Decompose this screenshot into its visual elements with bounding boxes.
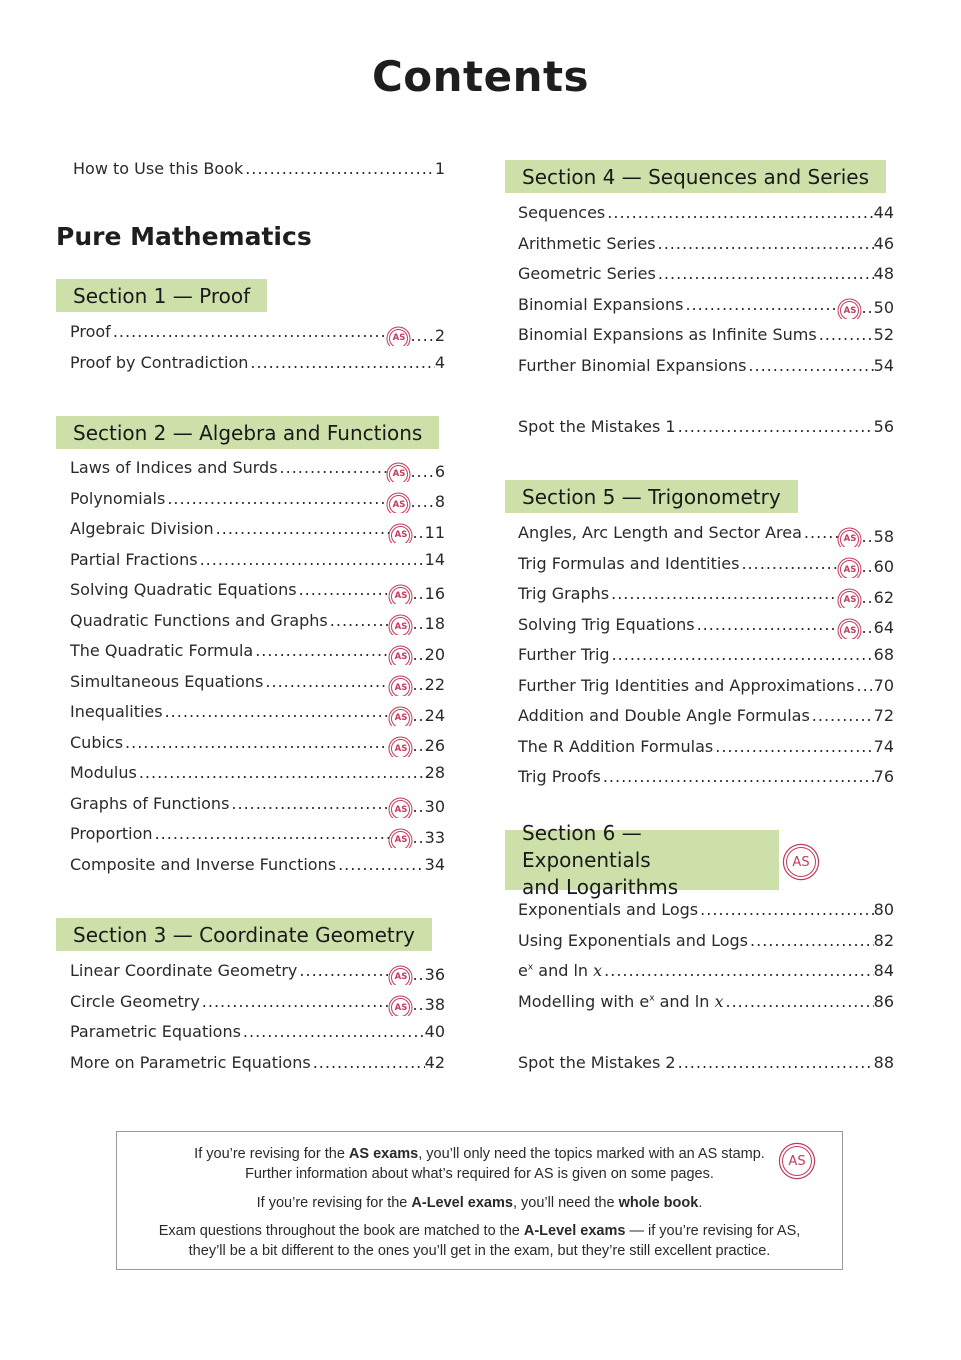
leader-dots xyxy=(715,737,873,756)
toc-entry-page: 62 xyxy=(873,587,894,607)
toc-entry-tail xyxy=(874,234,894,253)
toc-entry[interactable] xyxy=(70,961,445,985)
toc-entry[interactable] xyxy=(70,672,445,696)
info-text: Exam questions throughout the book are matched to the xyxy=(158,1223,524,1239)
leader-dots xyxy=(726,992,874,1011)
toc-entry-tail xyxy=(874,325,894,344)
toc-entry[interactable] xyxy=(70,702,445,726)
leader-dots xyxy=(330,611,391,630)
label-variable: x xyxy=(714,991,724,1011)
toc-entry-tail xyxy=(874,356,894,375)
as-stamp-icon: AS xyxy=(786,847,816,877)
toc-entry-tail xyxy=(390,706,445,725)
toc-entry[interactable] xyxy=(518,554,894,578)
info-text: If you’re revising for the xyxy=(194,1146,349,1162)
label-superscript: x xyxy=(527,962,534,973)
toc-entry-tail xyxy=(874,706,894,725)
toc-entry-label: Partial Fractions xyxy=(70,549,198,569)
toc-entry[interactable] xyxy=(70,1022,445,1046)
toc-entry-tail xyxy=(435,353,445,372)
leader-dots xyxy=(139,763,425,782)
toc-entry-label: How to Use this Book xyxy=(73,159,244,178)
toc-entry-tail xyxy=(388,492,445,511)
toc-entry-page: 34 xyxy=(424,854,445,874)
toc-entry-tail xyxy=(874,645,894,664)
as-stamp-icon: AS xyxy=(840,621,859,638)
as-stamp-icon: AS xyxy=(391,968,410,985)
toc-entry-page: 6 xyxy=(434,461,445,481)
toc-entry[interactable] xyxy=(518,961,894,985)
toc-entry[interactable] xyxy=(518,584,894,608)
toc-entry-tail xyxy=(425,855,445,874)
leader-dots: .... xyxy=(410,325,435,345)
toc-entry[interactable] xyxy=(518,295,894,319)
toc-entry-page: 82 xyxy=(873,930,894,950)
toc-entry[interactable] xyxy=(518,523,894,547)
leader-dots: .. xyxy=(412,827,425,847)
toc-entry-page: 52 xyxy=(873,325,894,344)
toc-entry-label: Spot the Mistakes 1 xyxy=(518,417,676,436)
toc-entry-label: Solving Trig Equations xyxy=(518,614,695,634)
toc-entry-page: 46 xyxy=(873,233,894,253)
leader-dots: .. xyxy=(412,614,425,634)
toc-entry-tail xyxy=(425,763,445,782)
info-text: , you’ll need the xyxy=(512,1195,619,1211)
leader-dots xyxy=(202,992,391,1011)
toc-entry-tail xyxy=(390,614,445,633)
toc-entry-page: 74 xyxy=(873,736,894,756)
leader-dots xyxy=(243,1022,425,1041)
leader-dots: .. xyxy=(861,298,874,318)
toc-entry-page: 56 xyxy=(873,417,894,436)
toc-entry[interactable] xyxy=(70,458,445,482)
leader-dots: .. xyxy=(412,644,425,664)
leader-dots xyxy=(678,1053,874,1072)
toc-entry-how-to-use[interactable] xyxy=(73,159,445,183)
toc-entry[interactable] xyxy=(70,794,445,818)
info-text: Further information about what’s required for AS is given on some pages. xyxy=(245,1166,714,1182)
toc-entry-page: 28 xyxy=(424,763,445,782)
toc-entry-label: Angles, Arc Length and Sector Area xyxy=(518,523,802,542)
toc-entry-tail xyxy=(874,203,894,222)
toc-entry-label: Spot the Mistakes 2 xyxy=(518,1053,676,1072)
toc-entry-label: Further Binomial Expansions xyxy=(518,355,747,375)
toc-entry[interactable] xyxy=(70,580,445,604)
leader-dots xyxy=(216,519,391,538)
toc-entry-label: Binomial Expansions as Infinite Sums xyxy=(518,325,817,344)
toc-entry-page: 44 xyxy=(873,203,894,222)
toc-entry-page: 2 xyxy=(434,325,445,345)
as-stamp-icon: AS xyxy=(389,465,408,482)
leader-dots xyxy=(658,234,874,253)
toc-entry-page: 40 xyxy=(424,1022,445,1041)
toc-entry[interactable] xyxy=(70,641,445,665)
section-6-title-line1: Section 6 — Exponentials xyxy=(522,820,651,872)
section-header-1: Section 1 — Proof xyxy=(56,279,267,312)
toc-entry-page: 18 xyxy=(424,614,445,634)
toc-entry-label: Further Trig Identities and Approximations xyxy=(518,675,855,695)
toc-entry[interactable] xyxy=(518,264,894,288)
toc-entry-tail xyxy=(388,326,445,345)
info-text: — if you’re revising for AS, xyxy=(625,1223,801,1239)
label-variable: x xyxy=(593,961,603,980)
leader-dots xyxy=(165,702,391,721)
leader-dots xyxy=(604,961,873,980)
toc-entry-label: Graphs of Functions xyxy=(70,793,230,813)
info-text: If you’re revising for the xyxy=(256,1195,412,1211)
toc-entry-label: Arithmetic Series xyxy=(518,233,656,253)
toc-entry-page: 86 xyxy=(873,991,894,1011)
toc-entry-label: Further Trig xyxy=(518,645,610,664)
leader-dots xyxy=(338,855,425,874)
info-text-bold: AS exams xyxy=(348,1146,419,1162)
toc-entry-page: 54 xyxy=(873,355,894,375)
toc-entry-tail xyxy=(874,737,894,756)
leader-dots xyxy=(245,159,435,178)
leader-dots: .. xyxy=(861,618,874,638)
as-stamp-icon: AS xyxy=(391,998,410,1015)
leader-dots xyxy=(685,295,839,314)
toc-entry-tail xyxy=(839,527,894,546)
as-stamp-icon: AS xyxy=(391,709,410,726)
toc-entry-page: 20 xyxy=(424,644,445,664)
info-text-bold: A-Level exams xyxy=(411,1195,513,1211)
toc-entry-spot-mistakes[interactable] xyxy=(518,417,894,441)
toc-entry[interactable] xyxy=(518,645,894,669)
info-paragraph-as xyxy=(117,1144,842,1184)
toc-entry-tail xyxy=(390,645,445,664)
as-stamp-icon: AS xyxy=(389,495,408,512)
toc-entry-spot-mistakes[interactable] xyxy=(518,1053,894,1077)
leader-dots: .. xyxy=(412,675,425,695)
leader-dots: .. xyxy=(412,736,425,756)
toc-entry-tail xyxy=(839,588,894,607)
as-stamp-icon: AS xyxy=(391,648,410,665)
info-text-bold: whole book xyxy=(618,1195,699,1211)
toc-entry[interactable] xyxy=(518,931,894,955)
leader-dots xyxy=(678,417,874,436)
leader-dots xyxy=(856,676,873,695)
leader-dots xyxy=(697,615,840,634)
toc-entry[interactable] xyxy=(518,992,894,1016)
toc-entry-tail xyxy=(388,462,445,481)
toc-entry[interactable] xyxy=(518,234,894,258)
toc-entry[interactable] xyxy=(518,737,894,761)
toc-entry-page: 68 xyxy=(873,645,894,664)
toc-entry-label: Cubics xyxy=(70,732,124,752)
toc-entry-label: Proof xyxy=(70,322,111,341)
as-stamp-icon: AS xyxy=(389,329,408,346)
leader-dots: .. xyxy=(412,797,425,817)
toc-entry-page: 33 xyxy=(424,827,445,847)
as-stamp-icon: AS xyxy=(391,678,410,695)
leader-dots: .. xyxy=(861,526,874,546)
toc-entry-tail xyxy=(874,264,894,283)
toc-entry-page: 80 xyxy=(873,900,894,919)
toc-entry-label: Parametric Equations xyxy=(70,1022,241,1041)
toc-entry[interactable] xyxy=(70,489,445,513)
toc-entry-page: 22 xyxy=(424,675,445,695)
as-stamp-icon: AS xyxy=(840,530,859,547)
toc-entry-page: 76 xyxy=(873,767,894,786)
toc-entry-label: The Quadratic Formula xyxy=(70,641,254,660)
toc-entry-page: 84 xyxy=(873,961,894,980)
toc-entry-tail xyxy=(874,992,894,1011)
toc-entry-tail xyxy=(425,1022,445,1041)
toc-entry-label: Proof by Contradiction xyxy=(70,352,249,372)
toc-entry[interactable] xyxy=(518,706,894,730)
leader-dots: .... xyxy=(410,492,435,512)
toc-entry-label: Proportion xyxy=(70,824,153,843)
toc-entry-tail xyxy=(839,557,894,576)
label-text: Modelling with e xyxy=(518,991,650,1011)
toc-entry[interactable] xyxy=(70,1053,445,1077)
leader-dots: .. xyxy=(412,705,425,725)
toc-entry-label: More on Parametric Equations xyxy=(70,1052,311,1072)
part-heading: Pure Mathematics xyxy=(56,222,312,251)
leader-dots: .. xyxy=(412,583,425,603)
toc-entry-label: Geometric Series xyxy=(518,264,656,283)
toc-entry-page: 70 xyxy=(873,675,894,695)
leader-dots xyxy=(741,554,839,573)
label-superscript: x xyxy=(649,993,655,1004)
section-header-2: Section 2 — Algebra and Functions xyxy=(56,416,439,449)
toc-entry-tail xyxy=(874,767,894,786)
toc-entry-label: Using Exponentials and Logs xyxy=(518,930,749,950)
leader-dots: .. xyxy=(861,557,874,577)
toc-entry-page: 4 xyxy=(434,352,445,372)
toc-entry-label: Quadratic Functions and Graphs xyxy=(70,610,328,630)
info-text: they’ll be a bit different to the ones you’ll get in the exam, but they’re still excellent practice. xyxy=(188,1243,771,1259)
as-stamp-icon: AS xyxy=(391,739,410,756)
info-text-bold: A-Level exams xyxy=(523,1223,626,1239)
toc-entry-page: 58 xyxy=(873,526,894,546)
section-header-4: Section 4 — Sequences and Series xyxy=(505,160,886,193)
toc-entry[interactable] xyxy=(518,615,894,639)
leader-dots: .... xyxy=(410,461,435,481)
leader-dots: .. xyxy=(412,522,425,542)
toc-entry-label: Inequalities xyxy=(70,702,163,721)
leader-dots xyxy=(231,794,390,813)
toc-entry-label: Exponentials and Logs xyxy=(518,900,699,919)
toc-entry-label: Sequences xyxy=(518,203,606,222)
leader-dots xyxy=(658,264,874,283)
toc-entry-tail xyxy=(390,523,445,542)
toc-entry-tail xyxy=(874,417,894,436)
toc-entry[interactable] xyxy=(70,824,445,848)
toc-entry-page: 88 xyxy=(873,1053,894,1072)
toc-entry[interactable] xyxy=(70,733,445,757)
toc-entry-page: 38 xyxy=(424,995,445,1015)
leader-dots xyxy=(125,733,390,752)
toc-entry[interactable] xyxy=(518,900,894,924)
toc-entry-label: Trig Graphs xyxy=(518,584,610,603)
leader-dots xyxy=(700,900,874,919)
toc-entry-label xyxy=(518,992,724,1011)
toc-entry[interactable] xyxy=(70,550,445,574)
toc-entry[interactable] xyxy=(518,767,894,791)
label-text: and ln xyxy=(654,991,715,1011)
toc-entry-tail xyxy=(874,931,894,950)
toc-entry-page: 50 xyxy=(873,298,894,318)
as-info-box xyxy=(116,1131,843,1270)
toc-entry[interactable] xyxy=(518,356,894,380)
leader-dots xyxy=(155,824,391,843)
leader-dots xyxy=(250,353,434,372)
toc-entry-label: Composite and Inverse Functions xyxy=(70,854,337,874)
as-stamp-icon: AS xyxy=(391,831,410,848)
toc-entry-tail xyxy=(390,828,445,847)
toc-entry-label: Linear Coordinate Geometry xyxy=(70,961,298,980)
leader-dots xyxy=(313,1053,425,1072)
toc-entry-tail xyxy=(425,550,445,569)
toc-entry-label: Solving Quadratic Equations xyxy=(70,580,297,599)
toc-entry[interactable] xyxy=(70,611,445,635)
section-header-5: Section 5 — Trigonometry xyxy=(505,480,798,513)
as-stamp-icon: AS xyxy=(782,1146,812,1176)
label-text: e xyxy=(518,961,528,980)
toc-entry[interactable] xyxy=(518,325,894,349)
page-title: Contents xyxy=(371,52,590,101)
as-stamp-icon: AS xyxy=(391,526,410,543)
toc-entry[interactable] xyxy=(70,353,445,377)
as-stamp-icon: AS xyxy=(391,800,410,817)
toc-entry-label: Polynomials xyxy=(70,488,166,508)
toc-entry-tail xyxy=(874,961,894,980)
leader-dots xyxy=(819,325,874,344)
toc-entry-tail xyxy=(839,618,894,637)
toc-entry-label: Circle Geometry xyxy=(70,991,200,1011)
toc-entry-page: 36 xyxy=(424,964,445,984)
toc-entry-label: Algebraic Division xyxy=(70,519,214,538)
toc-entry[interactable] xyxy=(518,676,894,700)
as-stamp-icon: AS xyxy=(840,560,859,577)
toc-entry-page: 1 xyxy=(434,159,445,178)
toc-entry-label xyxy=(518,961,602,980)
leader-dots: .. xyxy=(412,964,425,984)
toc-entry-page: 30 xyxy=(424,797,445,817)
toc-entry-tail xyxy=(874,1053,894,1072)
toc-entry[interactable] xyxy=(70,763,445,787)
toc-entry-page: 16 xyxy=(424,583,445,603)
toc-entry-page: 64 xyxy=(873,618,894,638)
leader-dots xyxy=(612,645,874,664)
info-text: , you’ll only need the topics marked with an AS stamp. xyxy=(418,1146,765,1162)
toc-entry-tail xyxy=(874,676,894,695)
toc-entry[interactable] xyxy=(518,203,894,227)
leader-dots xyxy=(750,931,874,950)
as-stamp-icon: AS xyxy=(840,591,859,608)
info-text: . xyxy=(698,1195,703,1211)
toc-entry-page: 48 xyxy=(873,264,894,283)
toc-entry-tail xyxy=(390,675,445,694)
leader-dots xyxy=(607,203,873,222)
toc-entry-tail xyxy=(839,298,894,317)
section-6-title-line2: and Logarithms xyxy=(522,874,679,899)
as-stamp-icon: AS xyxy=(840,301,859,318)
leader-dots xyxy=(113,322,389,341)
leader-dots xyxy=(299,580,391,599)
toc-entry-label: Addition and Double Angle Formulas xyxy=(518,706,810,725)
leader-dots xyxy=(812,706,874,725)
toc-entry-label: Trig Formulas and Identities xyxy=(518,553,740,573)
toc-entry-tail xyxy=(425,1053,445,1072)
leader-dots xyxy=(611,584,839,603)
toc-entry-tail xyxy=(390,736,445,755)
section-header-6 xyxy=(505,820,779,899)
leader-dots xyxy=(200,550,425,569)
leader-dots xyxy=(299,961,390,980)
label-text: and ln xyxy=(533,961,594,980)
toc-entry-page: 8 xyxy=(434,492,445,512)
info-paragraph-exam xyxy=(117,1221,842,1261)
as-stamp-icon: AS xyxy=(391,617,410,634)
toc-entry-label: Simultaneous Equations xyxy=(70,671,264,691)
toc-entry-page: 42 xyxy=(424,1052,445,1072)
toc-entry-page: 60 xyxy=(873,557,894,577)
leader-dots xyxy=(804,523,840,542)
toc-entry[interactable] xyxy=(70,322,445,346)
leader-dots xyxy=(255,641,390,660)
leader-dots xyxy=(280,458,389,477)
leader-dots: .. xyxy=(412,995,425,1015)
leader-dots xyxy=(265,672,390,691)
toc-entry[interactable] xyxy=(70,519,445,543)
toc-entry-label: Binomial Expansions xyxy=(518,294,684,314)
toc-entry-tail xyxy=(390,797,445,816)
toc-entry-tail xyxy=(390,965,445,984)
info-paragraph-alevel xyxy=(117,1193,842,1213)
toc-entry-page: 72 xyxy=(873,706,894,725)
toc-entry-page: 24 xyxy=(424,705,445,725)
toc-entry-label: Modulus xyxy=(70,763,137,782)
leader-dots: .. xyxy=(861,587,874,607)
toc-entry[interactable] xyxy=(70,855,445,879)
toc-entry-tail xyxy=(874,900,894,919)
toc-entry-label: Laws of Indices and Surds xyxy=(70,458,278,477)
toc-entry-tail xyxy=(390,995,445,1014)
toc-entry-page: 26 xyxy=(424,736,445,756)
leader-dots xyxy=(167,489,388,508)
leader-dots xyxy=(603,767,874,786)
toc-entry[interactable] xyxy=(70,992,445,1016)
toc-entry-page: 14 xyxy=(424,549,445,569)
as-stamp-icon: AS xyxy=(391,587,410,604)
leader-dots xyxy=(748,356,873,375)
section-header-3: Section 3 — Coordinate Geometry xyxy=(56,918,432,951)
toc-entry-page: 11 xyxy=(424,522,445,542)
toc-entry-label: Trig Proofs xyxy=(518,767,601,786)
toc-entry-tail xyxy=(390,584,445,603)
toc-entry-label: The R Addition Formulas xyxy=(518,736,714,756)
